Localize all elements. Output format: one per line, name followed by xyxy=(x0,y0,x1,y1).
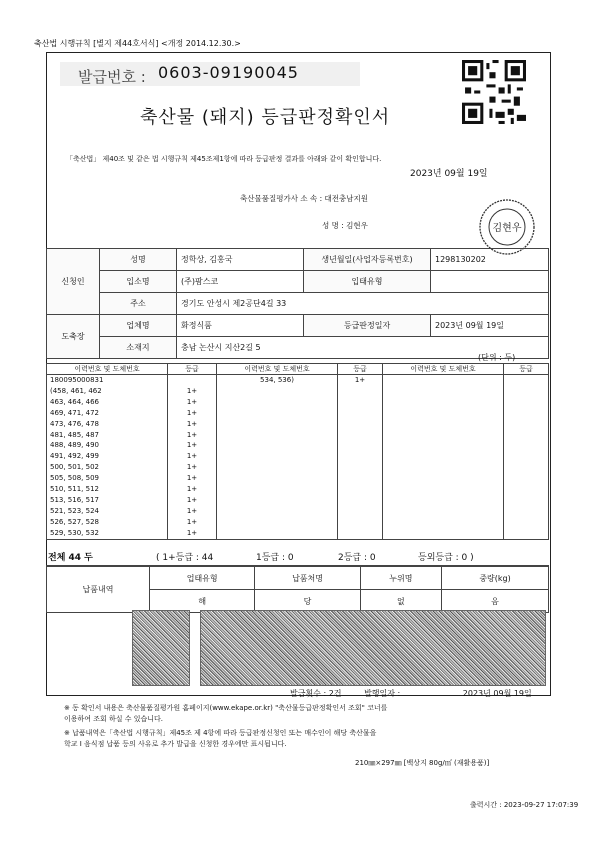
id-cell xyxy=(383,440,504,451)
grade-cell xyxy=(338,451,383,462)
table-row xyxy=(47,484,549,495)
grade-cell xyxy=(504,408,549,419)
total-other: 등외등급 : 0 ) xyxy=(418,553,474,563)
id-cell xyxy=(217,517,338,528)
table-row xyxy=(47,451,549,462)
address-value: 경기도 안성시 제2공단4길 33 xyxy=(177,293,549,315)
table-row xyxy=(47,506,549,517)
table-row xyxy=(47,419,549,430)
id-cell xyxy=(383,419,504,430)
grade-cell xyxy=(504,375,549,386)
grade-cell xyxy=(504,419,549,430)
table-row xyxy=(47,430,549,441)
delivery-label: 납품내역 xyxy=(47,567,150,613)
grade-cell xyxy=(338,397,383,408)
id-cell: 481, 485, 487 xyxy=(47,430,168,441)
grade-cell xyxy=(504,495,549,506)
grade-cell: 1+ xyxy=(168,484,217,495)
id-cell: 521, 523, 524 xyxy=(47,506,168,517)
id-cell xyxy=(217,419,338,430)
id-cell xyxy=(217,506,338,517)
table-row xyxy=(47,408,549,419)
id-cell xyxy=(217,397,338,408)
delivery-header-dest: 납품처명 xyxy=(255,567,360,590)
legal-statement: 「축산법」 제40조 및 같은 법 시행규칙 제45조제1항에 따라 등급판정 결과를 아래와 같이 확인합니다. xyxy=(66,155,382,163)
id-cell: 463, 464, 466 xyxy=(47,397,168,408)
grade-cell: 1+ xyxy=(168,506,217,517)
id-cell: 526, 527, 528 xyxy=(47,517,168,528)
table-row xyxy=(47,517,549,528)
grade-cell: 1+ xyxy=(168,451,217,462)
delivery-table xyxy=(46,566,549,613)
seal-text: 김현우 xyxy=(492,223,522,234)
table-row xyxy=(47,386,549,397)
grade-cell: 1+ xyxy=(168,440,217,451)
grade-table xyxy=(46,363,549,540)
id-cell xyxy=(217,440,338,451)
id-cell: 491, 492, 499 xyxy=(47,451,168,462)
note-line-1: ※ 동 확인서 내용은 축산물품질평가원 홈페이지(www.ekape.or.kr) "축산물등급판정확인서 조회" 코너를 xyxy=(64,704,388,712)
id-cell xyxy=(383,430,504,441)
header-id-3: 이력번호 및 도체번호 xyxy=(383,364,504,375)
officer-affiliation: 축산물품질평가사 소 속 : 대전충남지원 xyxy=(240,194,368,203)
total-count: 전체 44 두 xyxy=(48,553,93,563)
header-grade-3: 등급 xyxy=(504,364,549,375)
table-row xyxy=(47,397,549,408)
grade-cell xyxy=(504,473,549,484)
delivery-header-type: 업태유형 xyxy=(150,567,255,590)
table-row xyxy=(47,473,549,484)
note-line-2: 이용하여 조회 하실 수 있습니다. xyxy=(64,715,164,723)
id-cell: 510, 511, 512 xyxy=(47,484,168,495)
id-cell xyxy=(217,484,338,495)
grade-cell xyxy=(504,386,549,397)
id-cell: 469, 471, 472 xyxy=(47,408,168,419)
issue-date-label: 발행일자 : xyxy=(364,689,401,698)
issue-number-box xyxy=(60,62,360,86)
birth-value: 1298130202 xyxy=(431,249,549,271)
table-row xyxy=(47,375,549,386)
grade-cell: 1+ xyxy=(168,419,217,430)
grade-cell xyxy=(338,408,383,419)
grade-cell xyxy=(338,473,383,484)
grade-cell: 1+ xyxy=(168,473,217,484)
id-cell xyxy=(217,495,338,506)
confirmation-date: 2023년 09월 19일 xyxy=(410,169,488,179)
id-cell xyxy=(383,397,504,408)
name-label: 성명 xyxy=(100,249,177,271)
table-row xyxy=(47,528,549,539)
grade-cell xyxy=(504,430,549,441)
id-cell: 180095000831 xyxy=(47,375,168,386)
note-line-4: 학교 I 음식점 납품 등의 사유로 추가 발급을 신청한 경우에만 표시됩니다. xyxy=(64,740,287,748)
id-cell: 513, 516, 517 xyxy=(47,495,168,506)
issue-number-label: 발급번호 : xyxy=(78,68,146,86)
grade-cell xyxy=(504,440,549,451)
type-label: 입태유형 xyxy=(304,271,431,293)
id-cell xyxy=(383,473,504,484)
grade-cell xyxy=(338,517,383,528)
applicant-table xyxy=(46,248,549,359)
grade-cell xyxy=(504,506,549,517)
id-cell xyxy=(383,484,504,495)
grade-cell: 1+ xyxy=(168,408,217,419)
type-value xyxy=(431,271,549,293)
id-cell: 473, 476, 478 xyxy=(47,419,168,430)
grade-cell xyxy=(338,419,383,430)
id-cell: 534, 536) xyxy=(217,375,338,386)
address-label: 주소 xyxy=(100,293,177,315)
grade-cell: 1+ xyxy=(338,375,383,386)
print-time: 출력시간 : 2023-09-27 17:07:39 xyxy=(470,801,579,809)
total-row xyxy=(46,547,549,566)
grade-date-value: 2023년 09월 19일 xyxy=(431,315,549,337)
header-id-1: 이력번호 및 도체번호 xyxy=(47,364,168,375)
id-cell xyxy=(383,506,504,517)
grade-table-header xyxy=(47,364,549,375)
id-cell: 529, 530, 532 xyxy=(47,528,168,539)
note-line-3: ※ 납품내역은「축산법 시행규칙」제45조 제 4항에 따라 등급판정신청인 또는 매수인이 해당 축산물을 xyxy=(64,729,377,737)
company-label: 업체명 xyxy=(100,315,177,337)
grade-cell xyxy=(504,451,549,462)
unit-label: (단위 : 두) xyxy=(478,353,516,362)
delivery-value-4: 음 xyxy=(442,590,549,613)
id-cell: 488, 489, 490 xyxy=(47,440,168,451)
grade-cell: 1+ xyxy=(168,517,217,528)
grade-cell: 1+ xyxy=(168,495,217,506)
grade-cell xyxy=(504,484,549,495)
grade-cell xyxy=(338,430,383,441)
name-value: 정학상, 김홍국 xyxy=(177,249,304,271)
delivery-value-2: 당 xyxy=(255,590,360,613)
id-cell xyxy=(217,462,338,473)
id-cell: (458, 461, 462 xyxy=(47,386,168,397)
slaughter-section-label: 도축장 xyxy=(47,315,100,359)
id-cell: 500, 501, 502 xyxy=(47,462,168,473)
id-cell xyxy=(383,517,504,528)
issue-number-value: 0603-09190045 xyxy=(158,63,299,82)
header-id-2: 이력번호 및 도체번호 xyxy=(217,364,338,375)
header-grade-2: 등급 xyxy=(338,364,383,375)
grade-cell xyxy=(338,506,383,517)
grade-cell xyxy=(504,397,549,408)
security-pattern-large xyxy=(200,610,546,686)
entry-value: (주)팜스코 xyxy=(177,271,304,293)
qr-code-icon xyxy=(462,60,526,124)
delivery-value-1: 해 xyxy=(150,590,255,613)
issue-footer xyxy=(290,688,532,699)
location-value: 충남 논산시 지산2길 5 xyxy=(177,337,549,359)
id-cell xyxy=(217,528,338,539)
id-cell: 505, 508, 509 xyxy=(47,473,168,484)
table-row xyxy=(47,440,549,451)
grade-cell xyxy=(338,528,383,539)
id-cell xyxy=(217,473,338,484)
grade-cell: 1+ xyxy=(168,430,217,441)
grade-cell xyxy=(338,462,383,473)
company-value: 화정식품 xyxy=(177,315,304,337)
grade-date-label: 등급판정일자 xyxy=(304,315,431,337)
issue-date-value: 2023년 09월 19일 xyxy=(462,689,532,698)
grade-cell xyxy=(338,386,383,397)
header-grade-1: 등급 xyxy=(168,364,217,375)
id-cell xyxy=(383,386,504,397)
grade-cell xyxy=(338,495,383,506)
location-label: 소재지 xyxy=(100,337,177,359)
table-row xyxy=(47,495,549,506)
table-row xyxy=(47,462,549,473)
paper-spec: 210㎜×297㎜ [백상지 80g/㎡ (재활용품)] xyxy=(355,759,490,767)
grade-cell xyxy=(504,528,549,539)
birth-label: 생년월일(사업자등록번호) xyxy=(304,249,431,271)
entry-label: 입소명 xyxy=(100,271,177,293)
id-cell xyxy=(383,375,504,386)
id-cell xyxy=(217,430,338,441)
delivery-header-weight: 중량(kg) xyxy=(442,567,549,590)
id-cell xyxy=(217,386,338,397)
id-cell xyxy=(383,528,504,539)
document-title: 축산물 (돼지) 등급판정확인서 xyxy=(140,107,391,128)
grade-cell xyxy=(504,462,549,473)
grade-cell: 1+ xyxy=(168,528,217,539)
grade-cell: 1+ xyxy=(168,462,217,473)
security-pattern-small xyxy=(132,610,190,686)
delivery-value-3: 없 xyxy=(360,590,441,613)
total-2: 2등급 : 0 xyxy=(338,553,376,563)
total-1plus: ( 1+등급 : 44 xyxy=(156,553,214,563)
id-cell xyxy=(217,408,338,419)
grade-cell xyxy=(504,517,549,528)
grade-cell: 1+ xyxy=(168,386,217,397)
grade-cell xyxy=(338,484,383,495)
grade-cell xyxy=(338,440,383,451)
id-cell xyxy=(383,462,504,473)
officer-name: 성 명 : 김현우 xyxy=(322,221,368,230)
id-cell xyxy=(383,451,504,462)
grade-cell: 1+ xyxy=(168,397,217,408)
id-cell xyxy=(217,451,338,462)
id-cell xyxy=(383,408,504,419)
form-number: 축산법 시행규칙 [별지 제44호서식] <개정 2014.12.30.> xyxy=(34,39,241,48)
grade-cell xyxy=(168,375,217,386)
id-cell xyxy=(383,495,504,506)
issue-count: 발급횟수 : 2건 xyxy=(290,689,342,698)
applicant-section-label: 신청인 xyxy=(47,249,100,315)
delivery-header-part: 누위명 xyxy=(360,567,441,590)
total-1: 1등급 : 0 xyxy=(256,553,294,563)
